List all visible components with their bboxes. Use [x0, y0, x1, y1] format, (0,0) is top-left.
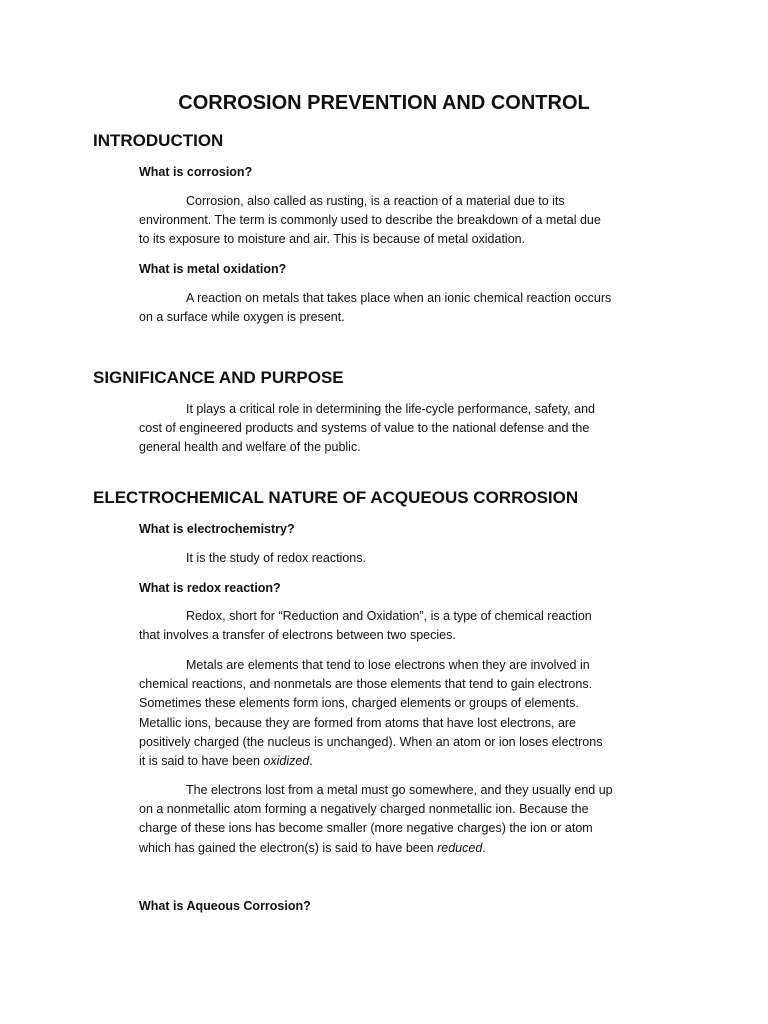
paragraph-line: environment. The term is commonly used to describe the breakdown of a metal due [139, 213, 601, 228]
paragraph-line: cost of engineered products and systems of value to the national defense and the [139, 421, 590, 436]
paragraph-line: It is the study of redox reactions. [186, 551, 366, 565]
paragraph-line: to its exposure to moisture and air. This is because of metal oxidation. [139, 232, 526, 247]
document-title: CORROSION PREVENTION AND CONTROL [178, 92, 590, 114]
paragraph-significance [139, 400, 674, 458]
paragraph-electrochemistry [139, 549, 674, 568]
paragraph-line: that involves a transfer of electrons between two species. [139, 628, 456, 643]
paragraph-electrons-lost [139, 781, 674, 858]
paragraph-line: Redox, short for “Reduction and Oxidation”, is a type of chemical reaction [186, 609, 592, 623]
paragraph-line [139, 839, 674, 858]
line-text: it is said to have been [139, 754, 264, 769]
paragraph-line: charge of these ions has become smaller (more negative charges) the ion or atom [139, 821, 593, 836]
paragraph-line: It plays a critical role in determining the life-cycle performance, safety, and [186, 402, 595, 416]
question-what-is-metal-oxidation: What is metal oxidation? [139, 262, 287, 276]
paragraph-line: A reaction on metals that takes place when an ionic chemical reaction occurs [186, 291, 612, 305]
paragraph-line: positively charged (the nucleus is unchanged). When an atom or ion loses electrons [139, 734, 603, 749]
line-text: . [309, 754, 313, 769]
paragraph-line: chemical reactions, and nonmetals are those elements that tend to gain electrons. [139, 677, 593, 692]
section-heading-introduction: INTRODUCTION [93, 131, 224, 150]
paragraph-line: on a nonmetallic atom forming a negatively charged nonmetallic ion. Because the [139, 802, 589, 817]
question-what-is-corrosion: What is corrosion? [139, 165, 253, 179]
paragraph-line: on a surface while oxygen is present. [139, 310, 345, 325]
question-what-is-electrochemistry: What is electrochemistry? [139, 522, 295, 536]
line-text: which has gained the electron(s) is said to have been [139, 840, 438, 855]
paragraph-line: The electrons lost from a metal must go somewhere, and they usually end up [186, 783, 613, 797]
question-what-is-aqueous-corrosion: What is Aqueous Corrosion? [139, 899, 311, 913]
paragraph-corrosion-definition [139, 192, 674, 250]
paragraph-redox [139, 607, 674, 645]
emphasis-reduced: reduced [437, 840, 483, 855]
paragraph-line: Sometimes these elements form ions, charged elements or groups of elements. [139, 696, 579, 711]
paragraph-line [139, 752, 674, 771]
paragraph-metal-oxidation [139, 289, 674, 327]
paragraph-line: general health and welfare of the public. [139, 440, 361, 455]
paragraph-line: Metals are elements that tend to lose electrons when they are involved in [186, 658, 590, 672]
paragraph-metals-electrons [139, 656, 674, 771]
paragraph-line: Metallic ions, because they are formed from atoms that have lost electrons, are [139, 715, 577, 730]
emphasis-oxidized: oxidized [263, 754, 310, 769]
section-heading-electrochemical: ELECTROCHEMICAL NATURE OF ACQUEOUS CORROSION [93, 488, 579, 507]
section-heading-significance: SIGNIFICANCE AND PURPOSE [93, 368, 344, 387]
line-text: . [482, 840, 486, 855]
question-what-is-redox-reaction: What is redox reaction? [139, 581, 281, 595]
paragraph-line: Corrosion, also called as rusting, is a reaction of a material due to its [186, 194, 565, 208]
